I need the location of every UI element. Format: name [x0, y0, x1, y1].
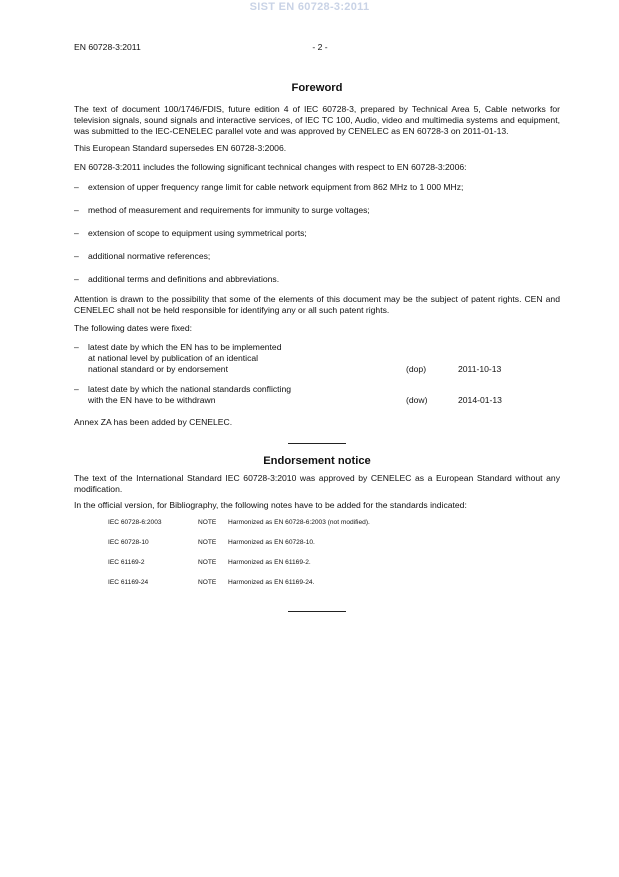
note-label: NOTE: [198, 579, 217, 586]
date-row-dow: [74, 384, 560, 406]
list-item-text: method of measurement and requirements for immunity to surge voltages;: [88, 205, 370, 215]
note-standard: IEC 60728-10: [108, 539, 149, 546]
endorsement-paragraph-1: The text of the International Standard IEC 60728-3:2010 was approved by CENELEC as a European Standard without any modification.: [74, 473, 560, 494]
dash-bullet: –: [74, 251, 79, 261]
note-standard: IEC 61169-2: [108, 559, 145, 566]
foreword-paragraph-1: The text of document 100/1746/FDIS, future edition 4 of IEC 60728-3, prepared by Technical Area 5, Cable networks for television signals, sound signals and interactive services, of IEC TC 100, Audio, video and multimedia systems and equipment, was submitted to the IEC-CENELEC parallel vote and was approved by CENELEC as EN 60728-3 on 2011-01-13.: [74, 104, 560, 136]
date-description: [88, 384, 406, 406]
note-standard: IEC 61169-24: [108, 579, 149, 586]
date-description-line: latest date by which the national standards conflicting: [88, 384, 292, 394]
annex-note: Annex ZA has been added by CENELEC.: [74, 417, 233, 427]
list-item-text: extension of upper frequency range limit for cable network equipment from 862 MHz to 1 000 MHz;: [88, 182, 464, 192]
note-text: Harmonized as EN 60728-10.: [228, 539, 315, 546]
note-text: Harmonized as EN 61169-2.: [228, 559, 311, 566]
attention-paragraph: Attention is drawn to the possibility that some of the elements of this document may be the subject of patent rights. CEN and CENELEC shall not be held responsible for identifying any or all such patent rights.: [74, 294, 560, 315]
list-item: [74, 251, 560, 262]
date-value: 2011-10-13: [458, 364, 502, 374]
list-item: [74, 274, 560, 285]
dash-bullet: –: [74, 182, 79, 192]
dash-bullet: –: [74, 228, 79, 238]
list-item: [74, 228, 560, 239]
page-content: [74, 82, 560, 612]
document-id: EN 60728-3:2011: [74, 42, 141, 52]
bibliography-notes: [108, 519, 560, 599]
note-label: NOTE: [198, 539, 217, 546]
dash-bullet: –: [74, 205, 79, 215]
date-description-line: with the EN have to be withdrawn: [88, 395, 216, 405]
endorsement-paragraph-2: In the official version, for Bibliography, the following notes have to be added for the standards indicated:: [74, 500, 467, 510]
note-text: Harmonized as EN 61169-24.: [228, 579, 315, 586]
foreword-title: Foreword: [291, 82, 343, 94]
list-item-text: additional normative references;: [88, 251, 211, 261]
date-abbreviation: (dow): [406, 395, 428, 405]
endorsement-title: Endorsement notice: [263, 455, 371, 467]
note-label: NOTE: [198, 559, 217, 566]
dash-bullet: –: [74, 384, 79, 394]
date-description-line: national standard or by endorsement: [88, 364, 228, 374]
note-text: Harmonized as EN 60728-6:2003 (not modified).: [228, 519, 370, 526]
page-number: - 2 -: [312, 42, 328, 52]
date-value: 2014-01-13: [458, 395, 502, 405]
dash-bullet: –: [74, 342, 79, 352]
note-row: [108, 579, 560, 599]
date-description-line: latest date by which the EN has to be implemented: [88, 342, 282, 352]
dash-bullet: –: [74, 274, 79, 284]
date-abbreviation: (dop): [406, 364, 427, 374]
list-item: [74, 205, 560, 216]
foreword-paragraph-2: This European Standard supersedes EN 60728-3:2006.: [74, 143, 287, 153]
date-description: [88, 342, 406, 375]
list-item: [74, 182, 560, 193]
list-item-text: additional terms and definitions and abbreviations.: [88, 274, 280, 284]
note-standard: IEC 60728-6:2003: [108, 519, 162, 526]
note-row: [108, 559, 560, 579]
dates-intro: The following dates were fixed:: [74, 323, 192, 333]
note-row: [108, 519, 560, 539]
date-row-dop: [74, 342, 560, 375]
list-item-text: extension of scope to equipment using symmetrical ports;: [88, 228, 307, 238]
date-description-line: at national level by publication of an identical: [88, 353, 259, 363]
section-divider: [288, 611, 346, 612]
note-label: NOTE: [198, 519, 217, 526]
watermark: SIST EN 60728-3:2011: [249, 1, 370, 13]
foreword-paragraph-3: EN 60728-3:2011 includes the following significant technical changes with respect to EN 60728-3:2006:: [74, 162, 467, 172]
note-row: [108, 539, 560, 559]
